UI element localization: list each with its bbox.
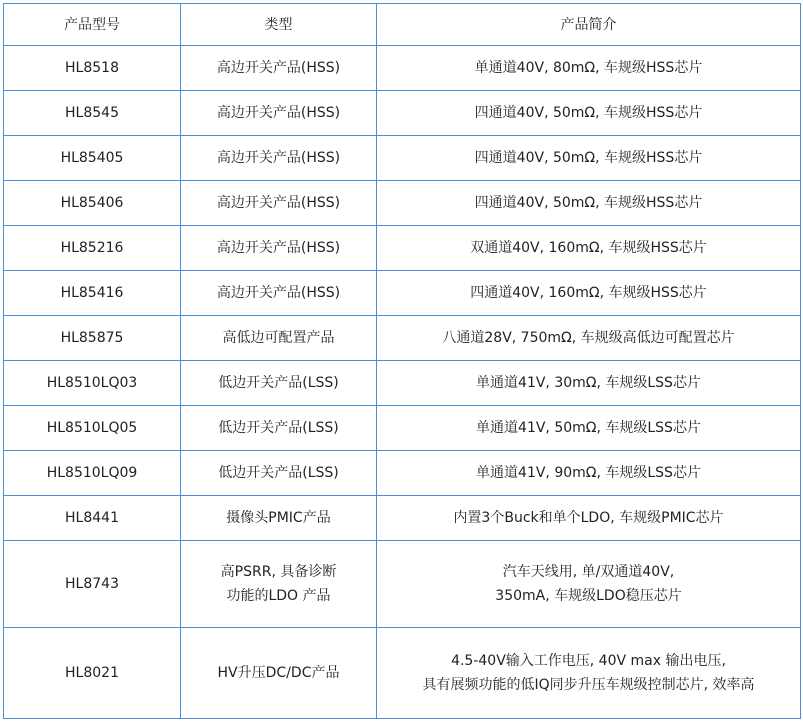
description-cell: 双通道40V, 160mΩ, 车规级HSS芯片: [377, 226, 801, 271]
model-cell: HL8743: [4, 541, 181, 628]
table-row: [4, 316, 801, 361]
description-cell: 四通道40V, 50mΩ, 车规级HSS芯片: [377, 181, 801, 226]
model-cell: HL8021: [4, 628, 181, 719]
header-row: [4, 4, 801, 46]
type-cell: 高边开关产品(HSS): [181, 271, 377, 316]
model-cell: HL85416: [4, 271, 181, 316]
type-line: 高PSRR, 具备诊断: [220, 564, 337, 580]
table-row: [4, 226, 801, 271]
product-table: [3, 3, 801, 719]
description-cell: 八通道28V, 750mΩ, 车规级高低边可配置芯片: [377, 316, 801, 361]
table-row: [4, 496, 801, 541]
model-cell: HL8518: [4, 46, 181, 91]
table-row: [4, 406, 801, 451]
description-cell: 内置3个Buck和单个LDO, 车规级PMIC芯片: [377, 496, 801, 541]
model-cell: HL85405: [4, 136, 181, 181]
table-row: [4, 628, 801, 719]
description-cell: 单通道41V, 30mΩ, 车规级LSS芯片: [377, 361, 801, 406]
model-cell: HL8545: [4, 91, 181, 136]
table-row: [4, 541, 801, 628]
description-cell: 单通道40V, 80mΩ, 车规级HSS芯片: [377, 46, 801, 91]
type-cell: 低边开关产品(LSS): [181, 451, 377, 496]
model-cell: HL85406: [4, 181, 181, 226]
description-cell: 四通道40V, 50mΩ, 车规级HSS芯片: [377, 91, 801, 136]
header-type: 类型: [181, 4, 377, 46]
table-row: [4, 451, 801, 496]
type-cell: 高边开关产品(HSS): [181, 226, 377, 271]
description-line: 4.5-40V输入工作电压, 40V max 输出电压,: [451, 653, 726, 669]
type-cell: 低边开关产品(LSS): [181, 406, 377, 451]
table-row: [4, 361, 801, 406]
type-line: 功能的LDO 产品: [226, 588, 331, 604]
model-cell: HL8441: [4, 496, 181, 541]
description-cell: 四通道40V, 160mΩ, 车规级HSS芯片: [377, 271, 801, 316]
type-cell: 高边开关产品(HSS): [181, 136, 377, 181]
table-row: [4, 181, 801, 226]
description-cell: [377, 628, 801, 719]
description-cell: 单通道41V, 90mΩ, 车规级LSS芯片: [377, 451, 801, 496]
table-row: [4, 91, 801, 136]
model-cell: HL8510LQ03: [4, 361, 181, 406]
description-cell: 单通道41V, 50mΩ, 车规级LSS芯片: [377, 406, 801, 451]
type-cell: 低边开关产品(LSS): [181, 361, 377, 406]
type-cell: [181, 541, 377, 628]
model-cell: HL85875: [4, 316, 181, 361]
type-cell: 高边开关产品(HSS): [181, 91, 377, 136]
model-cell: HL8510LQ09: [4, 451, 181, 496]
description-line: 350mA, 车规级LDO稳压芯片: [495, 588, 682, 604]
type-cell: 摄像头PMIC产品: [181, 496, 377, 541]
table-row: [4, 271, 801, 316]
header-description: 产品简介: [377, 4, 801, 46]
description-line: 汽车天线用, 单/双通道40V,: [502, 564, 675, 580]
model-cell: HL85216: [4, 226, 181, 271]
type-cell: 高边开关产品(HSS): [181, 181, 377, 226]
model-cell: HL8510LQ05: [4, 406, 181, 451]
type-cell: 高低边可配置产品: [181, 316, 377, 361]
description-cell: 四通道40V, 50mΩ, 车规级HSS芯片: [377, 136, 801, 181]
description-cell: [377, 541, 801, 628]
type-cell: HV升压DC/DC产品: [181, 628, 377, 719]
header-model: 产品型号: [4, 4, 181, 46]
table-row: [4, 136, 801, 181]
table-row: [4, 46, 801, 91]
type-cell: 高边开关产品(HSS): [181, 46, 377, 91]
description-line: 具有展频功能的低IQ同步升压车规级控制芯片, 效率高: [422, 677, 755, 693]
